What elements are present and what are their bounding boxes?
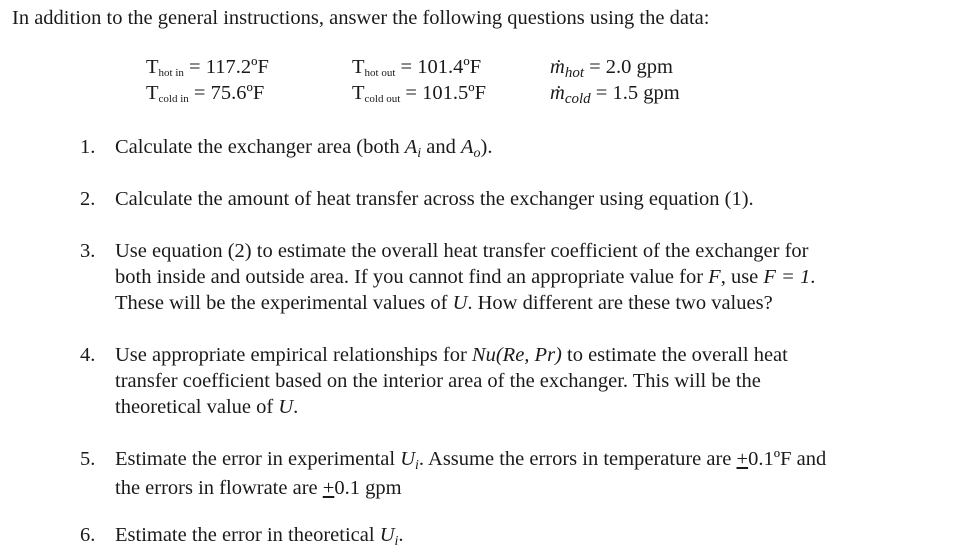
t-hot-in [146,56,269,79]
t-hot-out-value: = 101.4ºF [395,56,482,78]
question-line: Calculate the amount of heat transfer across the exchanger using equation (1). [115,188,754,210]
q6-text-b: . [398,524,404,546]
t-cold-in-sub: cold in [158,93,189,105]
question-text [115,134,915,163]
q5-u-sub: i [415,458,419,473]
q5-line2-a: the errors in flowrate are [115,477,323,499]
question-line: transfer coefficient based on the interior area of the exchanger. This will be the [115,370,761,392]
q1-ao: A [460,136,474,158]
t-hot-out-symbol: T [352,56,365,78]
q4-u: U [278,396,294,418]
t-cold-in-symbol: T [146,82,159,104]
question-line [115,290,915,316]
question-text [115,238,915,316]
q4-line1-a: Use appropriate empirical relationships for [115,344,472,366]
m-hot-value: = 2.0 gpm [583,56,673,78]
plus-minus-sign: + [736,448,749,470]
question-line [115,446,915,475]
t-cold-in [146,82,264,105]
q1-ai-sub: i [417,146,422,161]
question-number: 2. [80,188,96,210]
q3-line2-b: , use [720,266,764,288]
m-hot [550,56,673,79]
question-line [115,134,915,163]
t-hot-out-sub: hot out [364,67,396,79]
q1-text-a: Calculate the exchanger area (both [115,136,405,158]
q1-text-c: ). [480,136,493,158]
question-number: 3. [80,240,96,262]
q3-f-equals-1: F = 1 [763,266,811,288]
q4-line3-b: . [293,396,299,418]
q3-line3-b: . How different are these two values? [467,292,773,314]
m-cold-symbol: ṁ [550,82,565,104]
q6-u: U [379,524,395,546]
t-hot-in-sub: hot in [158,67,184,79]
q4-line3-a: theoretical value of [115,396,279,418]
question-line: Use equation (2) to estimate the overall heat transfer coefficient of the exchanger for [115,240,809,262]
question-text [115,446,915,501]
q3-f: F [708,266,721,288]
question-line [115,342,915,368]
question-line [115,522,915,551]
question-text [115,522,915,551]
plus-minus-sign: + [322,477,335,499]
question-text [115,342,915,420]
m-hot-sub: hot [564,65,584,81]
m-hot-symbol: ṁ [550,56,565,78]
t-hot-in-value: = 117.2ºF [183,56,269,78]
t-hot-out [352,56,481,79]
question-number: 6. [80,524,96,546]
t-cold-out-symbol: T [352,82,365,104]
q5-line1-b: . Assume the errors in temperature are [418,448,737,470]
q1-ao-sub: o [473,146,481,161]
question-number: 5. [80,448,96,470]
t-cold-in-value: = 75.6ºF [188,82,265,104]
question-number: 4. [80,344,96,366]
q4-nu: Nu(Re, Pr) [471,344,562,366]
q4-line1-b: to estimate the overall heat [561,344,788,366]
q5-line1-a: Estimate the error in experimental [115,448,401,470]
m-cold-value: = 1.5 gpm [590,82,680,104]
m-cold-sub: cold [564,91,591,107]
q5-line1-c: 0.1ºF and [748,448,827,470]
q5-u: U [400,448,415,470]
q3-line2-a: both inside and outside area. If you cannot find an appropriate value for [115,266,709,288]
t-cold-out-value: = 101.5ºF [400,82,486,104]
q3-line3-a: These will be the experimental values of [115,292,453,314]
t-hot-in-symbol: T [146,56,159,78]
q5-line2-b: 0.1 gpm [334,477,402,499]
question-line [115,394,915,420]
q3-line2-c: . [810,266,816,288]
q3-u: U [452,292,468,314]
q1-ai: A [404,136,418,158]
question-number: 1. [80,136,96,158]
t-cold-out-sub: cold out [364,93,401,105]
q1-text-b: and [421,136,461,158]
q6-u-sub: i [394,534,399,549]
q6-text-a: Estimate the error in theoretical [115,524,380,546]
question-line [115,475,915,501]
intro-text: In addition to the general instructions, answer the following questions using the data: [12,7,710,29]
m-cold [550,82,680,105]
question-text [115,186,915,212]
t-cold-out [352,82,486,105]
question-line [115,264,915,290]
